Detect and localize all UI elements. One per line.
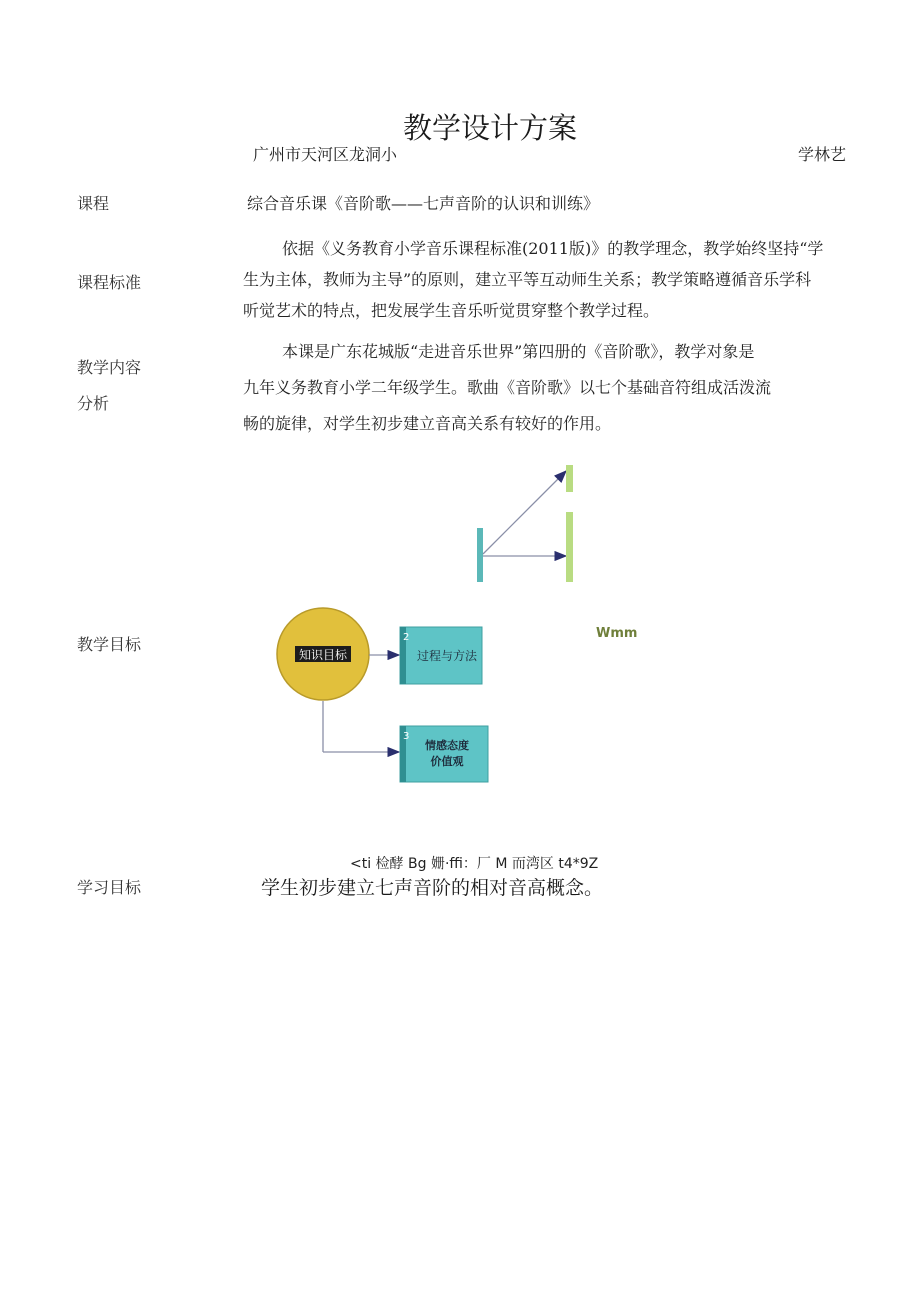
green-bar-upper	[566, 465, 573, 492]
attitude-values-box	[400, 726, 488, 782]
content-line-1: 本课是广东花城版“走进音乐世界”第四册的《音阶歌》，教学对象是	[282, 342, 755, 361]
box2-number: 2	[403, 632, 410, 643]
page-title: 教学设计方案	[402, 111, 577, 145]
box3-label-line1: 情感态度	[425, 739, 469, 752]
course-label: 课程	[77, 194, 110, 213]
school-name: 广州市天河区龙洞小	[253, 145, 398, 164]
learning-text: 学生初步建立七声音阶的相对音高概念。	[261, 877, 604, 899]
course-value: 综合音乐课《音阶歌——七声音阶的认识和训练》	[247, 194, 600, 213]
teal-bar-fragment	[477, 528, 483, 582]
content-line-3: 畅的旋律，对学生初步建立音高关系有较好的作用。	[243, 414, 612, 433]
standard-label: 课程标准	[77, 273, 142, 292]
box3-label-line2: 价值观	[430, 755, 464, 768]
content-label-line2: 分析	[77, 394, 110, 413]
side-note: Wmm	[596, 626, 638, 641]
green-bar-lower	[566, 512, 573, 582]
author-name: 学林艺	[798, 145, 847, 164]
standard-line-2: 生为主体，教师为主导”的原则，建立平等互动师生关系；教学策略遵循音乐学科	[243, 270, 812, 289]
content-label-line1: 教学内容	[77, 358, 142, 377]
circle-label: 知识目标	[298, 648, 348, 662]
garbled-caption: <ti 检酵 Bg 姗·ffi：厂 M 而湾区 t4*9Z	[350, 856, 599, 872]
learning-label: 学习目标	[77, 878, 142, 897]
goals-label: 教学目标	[77, 635, 142, 654]
standard-line-1: 依据《义务教育小学音乐课程标准(2011版)》的教学理念，教学始终坚持“学	[282, 239, 824, 258]
diagonal-arrow	[483, 471, 566, 554]
box3-number: 3	[403, 731, 410, 742]
content-line-2: 九年义务教育小学二年级学生。歌曲《音阶歌》以七个基础音符组成活泼流	[243, 378, 772, 397]
standard-line-3: 听觉艺术的特点，把发展学生音乐听觉贯穿整个教学过程。	[243, 301, 660, 320]
box2-label: 过程与方法	[416, 649, 478, 663]
